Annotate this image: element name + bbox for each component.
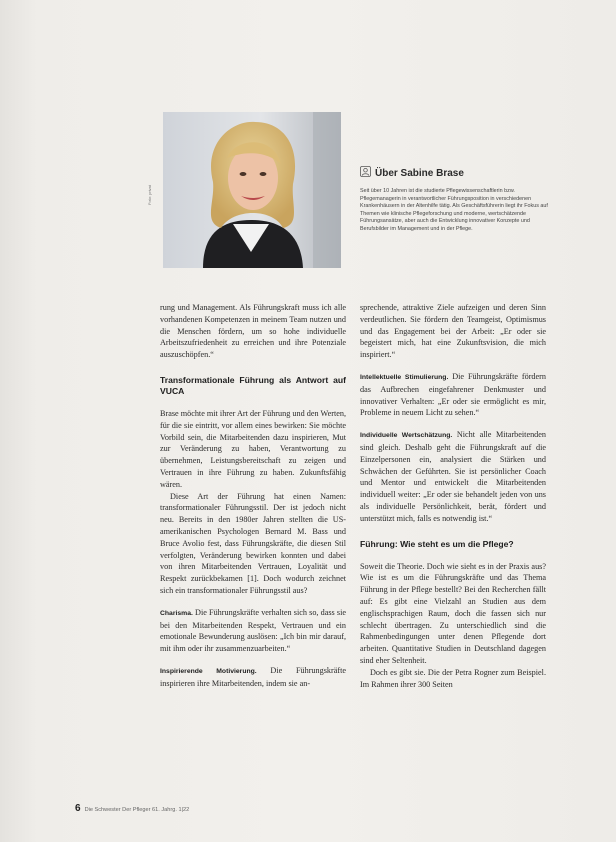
page-footer xyxy=(75,803,189,814)
list-item-stimulation xyxy=(360,371,546,419)
list-item-text: Die Führungskräfte fördern das Aufbrechen eingefahrener Denkmuster und innovativer Verhalten: „Er oder sie ermöglicht es mir, Probleme in neuem Licht zu sehen.“ xyxy=(360,371,546,418)
left-paragraph-2: Diese Art der Führung hat einen Namen: transformationaler Führungsstil. Der ist jedoch nicht neu. Bereits in den 1980er Jahren stellten die US-amerikanischen Psychologen Bernard M. Bass und Bruce Avolio fest, dass Führungskräfte, die diesen Stil verfolgten, Veränderung bewirken konnten und dabei von ihren Mitarbeitenden Vertrauen, Loyalität und Respekt zurückbekamen [1]. Doch wodurch zeichnet sich ein transformationaler Führungsstil aus? xyxy=(160,491,346,595)
list-item-lead: Inspirierende Motivierung. xyxy=(160,667,257,675)
list-item-lead: Intellektuelle Stimulierung. xyxy=(360,373,449,381)
list-item-text: Nicht alle Mitarbeitenden sind gleich. Deshalb geht die Führungskraft auf die Einzelpersonen ein, analysiert die Stärken und Schwächen der Geführten. Sie ist persönlicher Coach und Mentor und entwickelt die Mitarbeitenden individuell weiter: „Er oder sie behandelt jeden von uns als individuelle Persönlichkeit, berät, fördert und unterstützt mich, falls es notwendig ist.“ xyxy=(360,430,546,523)
photo-credit: Foto: privat xyxy=(147,184,152,205)
right-paragraph-2: Doch es gibt sie. Die der Petra Rogner zum Beispiel. Im Rahmen ihrer 300 Seiten xyxy=(360,667,546,689)
publication-name: Die Schwester Der Pfleger 61. Jahrg. 1|22 xyxy=(84,807,190,813)
list-item-lead: Individuelle Wertschätzung. xyxy=(360,432,453,440)
right-column xyxy=(360,302,546,690)
list-item-text: Die Führungskräfte inspirieren ihre Mitarbeitenden, indem sie an- xyxy=(160,665,346,688)
left-intro-paragraph: rung und Management. Als Führungskraft muss ich alle vorhandenen Kompetenzen in meinem Team nutzen und die Menschen fördern, um so hohe individuelle Arbeitszufriedenheit zu erreichen und ihre Potenziale auszuschöpfen.“ xyxy=(160,303,346,360)
left-paragraph-1: Brase möchte mit ihrer Art der Führung und den Werten, für die sie eintritt, vor allem eines bewirken: Sie möchte Vorbild sein, die Mitarbeitenden dazu inspirieren, Mut zur Veränderung zu haben, Verantwortung zu übernehmen, Leistungsbereitschaft zu zeigen und Vertrauen in ihre Führung zu haben. Zukunftsfähig wären. xyxy=(160,408,346,489)
person-icon xyxy=(360,166,371,180)
left-column xyxy=(160,302,346,690)
portrait-photo xyxy=(163,112,341,268)
list-item-lead: Charisma. xyxy=(160,609,193,617)
info-box-title-text: Über Sabine Brase xyxy=(375,167,464,179)
right-intro-paragraph: sprechende, attraktive Ziele aufzeigen und deren Sinn verdeutlichen. Sie fördern den Teamgeist, Optimismus und das Engagement bei der Arbeit: „Er oder sie begeistert mich, hat eine Zukunftsvision, die mich inspiriert.“ xyxy=(360,303,546,360)
info-box-text: Seit über 10 Jahren ist die studierte Pflegewissenschaftlerin bzw. Pflegemanagerin in verantwortlicher Führungsposition in verschiedenen Krankenhäusern in der Altenhilfe tätig. Als Geschäftsführerin liegt ihr Fokus auf Themen wie klinische Pflegeforschung und moderne, wertschätzende Führungsansätze, aber auch die Entwicklung innovativer Konzepte und Berufsbilder im Management und in der Pflege. xyxy=(360,188,548,232)
list-item-text: Die Führungskräfte verhalten sich so, dass sie bei den Mitarbeitenden Respekt, Vertrauen und ein emotionale Bewunderung auslösen: „Ich bin mir darauf, mit ihm oder ihr zusammenzuarbeiten.“ xyxy=(160,607,346,654)
right-subheading: Führung: Wie steht es um die Pflege? xyxy=(360,538,514,549)
list-item-appreciation xyxy=(360,429,546,524)
author-info-box xyxy=(360,166,550,234)
right-paragraph-1: Soweit die Theorie. Doch wie sieht es in der Praxis aus? Wie ist es um die Führungskräfte und das Thema Führung in der Pflege bestellt? Bei den Recherchen fällt auf: Es gibt eine Vielzahl an Studien aus dem englischsprachigen Raum, doch die fassen sich nur schlecht übertragen. Zu unterschiedlich sind die Rahmenbedingungen unter denen Pflegende dort arbeiten. Quantitative Studien in Deutschland dagegen sind eher Seltenheit. xyxy=(360,561,546,665)
left-subheading: Transformationale Führung als Antwort auf VUCA xyxy=(160,374,346,396)
list-item-inspiration xyxy=(160,665,346,690)
list-item-charisma xyxy=(160,607,346,655)
info-box-title xyxy=(360,166,550,180)
page-number: 6 xyxy=(75,803,81,814)
